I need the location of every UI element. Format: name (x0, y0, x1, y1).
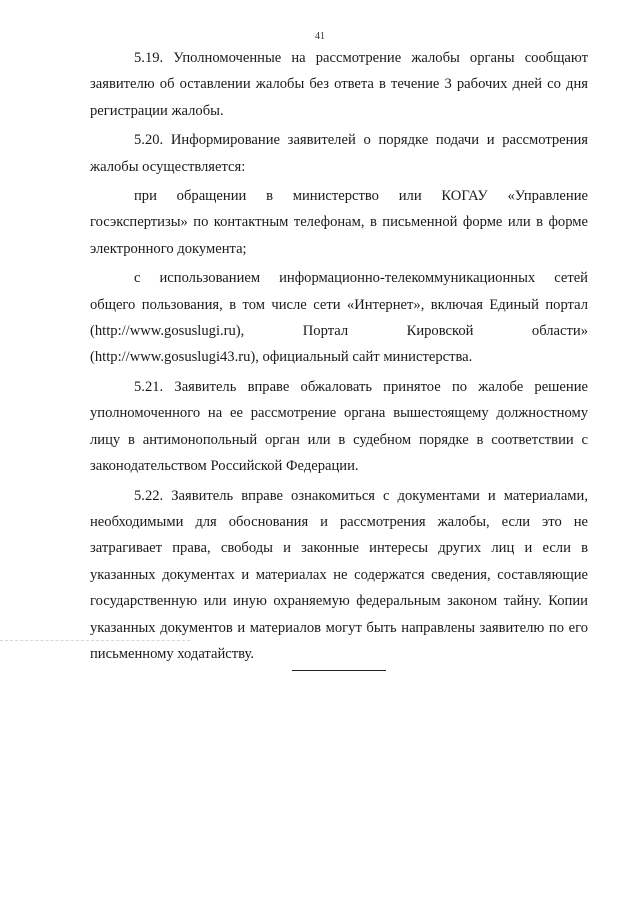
end-of-section-rule (292, 670, 386, 671)
paragraph-5-21: 5.21. Заявитель вправе обжаловать принятое по жалобе решение уполномоченного на ее рассмотрение органа вышестоящему должностному лицу в антимонопольный орган или в судебном порядке в соответствии с законодательством Российской Федерации. (90, 378, 588, 475)
paragraph-5-19: 5.19. Уполномоченные на рассмотрение жалобы органы сообщают заявителю об оставлении жалобы без ответа в течение 3 рабочих дней со дня регистрации жалобы. (90, 50, 588, 119)
page-number: 41 (315, 31, 325, 42)
paragraph-5-22: 5.22. Заявитель вправе ознакомиться с документами и материалами, необходимыми для обоснования и рассмотрения жалобы, если это не затрагивает права, свободы и законные интересы других лиц и если в указанных документах и материалах не содержатся сведения, составляющие государственную или иную охраняемую федеральным законом тайну. Копии указанных документов и материалов могут быть направлены заявителю по его письменному ходатайству. (90, 487, 588, 662)
document-body (90, 45, 588, 667)
paragraph-internet-portals: с использованием информационно-телекоммуникационных сетей общего пользования, в том числе сети «Интернет», включая Единый портал (http://www.gosuslugi.ru), Портал Кировской области» (http://www.gosuslugi43.ru), официальный сайт министерства. (90, 270, 588, 366)
paragraph-5-20: 5.20. Информирование заявителей о порядке подачи и рассмотрения жалобы осуществляется: (90, 132, 588, 175)
scan-artifact-line (0, 640, 190, 641)
paragraph-contact-methods: при обращении в министерство или КОГАУ «Управление госэкспертизы» по контактным телефонам, в письменной форме или в форме электронного документа; (90, 188, 588, 257)
